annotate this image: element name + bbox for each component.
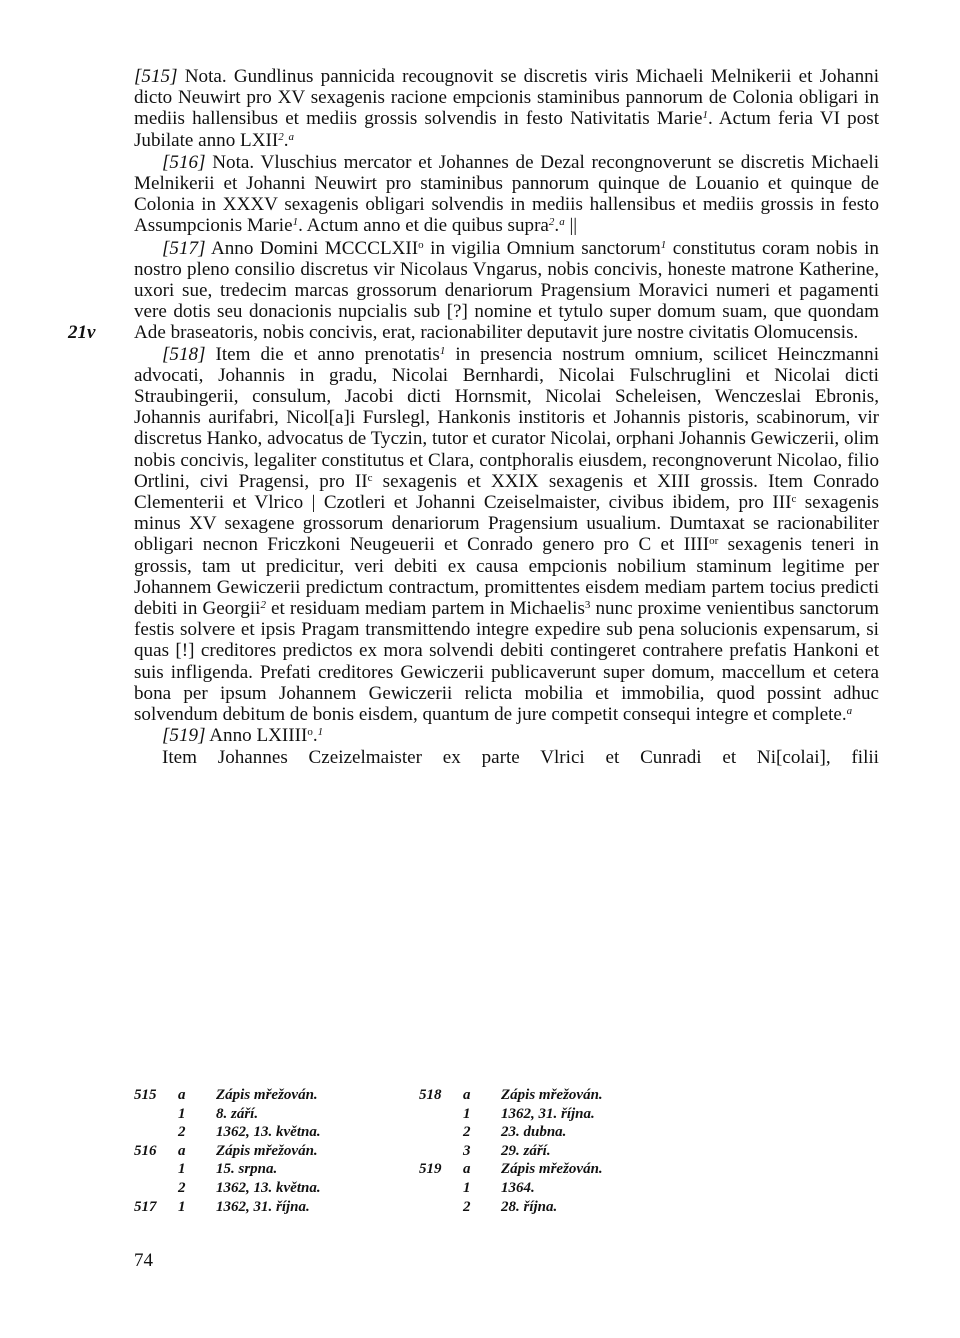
entry-517: [517] Anno Domini MCCCLXII$^o$ in vigilia Omnium sanctorum$^1$ constitutus coram nobis in nostro pleno consilio discretus vir Nicolaus Vngarus, nobis concivis, honeste matrone Katherine, uxori sue, tredecim marcas grossorum denariorum Pragensium Moravici numeri et pagamenti vere dotis seu donacionis nupcialis sub [?] nomine et tytulo super domum suam, que quondam Ade braseatoris, nobis concivis, erat, racionabiliter deputavit jure nostre civitatis Olomucensis. [134,237,879,344]
footnotes-right [419,1086,603,1216]
footnote-row: 2 28. října. [463,1198,558,1215]
footnote-row: 517 1 1362, 31. října. [134,1198,310,1215]
footnote-row: 1 15. srpna. [178,1161,278,1178]
footnote-row: 1 1362, 31. října. [463,1105,595,1122]
footnote-row: 519 a Zápis mřežován. [419,1161,603,1178]
footnote-row: 1 1364. [463,1179,535,1196]
entry-number: [515] [134,66,178,87]
footnote-row: 516 a Zápis mřežován. [134,1142,318,1159]
folio-margin-note: 21v [68,322,96,343]
entry-518: [518] Item die et anno prenotatis$^1$ in presencia nostrum omnium, scilicet Heinczmanni advocati, Johannis in gradu, Nicolai Bernhardi, Nicolai Fulschruglini et Nicolai dicti Straubingerii, consulum, Jacobi dicti Hornsmit, Nicolai Scheleisen, Wenczeslai Ebronis, Johannis aurifabri, Nicol[a]i Furslegl, Hankonis institoris et Johannis pistoris, scabinorum, vir discretus Hanko, advocatus de Tyczin, tutor et curator Nicolai, orphani Johannis Gewiczerii, olim nobis concivis, legaliter constitutus et Clara, contphoralis eiusdem, recongnoverunt Nicolao, filio Ortlini, civi Pragensi, pro $II^c$ sexagenis et XXIX sexagenis et XIII grossis. Item Conrado Clementerii et Vlrico | Czotleri et Johanni Czeiselmaister, civibus ibidem, pro III$^c$ sexagenis minus XV sexagene grossorum denariorum Pragensium usualium. Dumtaxat se racionabiliter obligari necnon Friczkoni Neugeuerii et Conrado genero pro C et $IIII^{or}$ sexagenis teneri in grossis, tam ut predicitur, veri debiti ex causa empcionis nobilium staminum legitime per Johannem Gewiczerii predictum contractum, promittentes eisdem mediam partem tocius predicti debiti in Georgii$^2$ et residuam mediam partem in Michaelis$^3$ nunc proxime venientibus sanctorum festis solvere et ipsis Pragam transmittendo integre expedire sub pena solucionis expensarum, si quas [!] creditores predictos ex mora solvendi debiti contingeret contrahere prefatis Hankoni et suis infligenda. Prefati creditores Gewiczerii publicaverunt super domum, maccellum et cetera bona per ipsum Johannem Gewiczerii relicta mobilia et immobilia, quod possint adhuc solvendum debitum de bonis eisdem, quantum de jure competit consequi integre et complete.$^a$ [134,343,880,726]
footnote-row: 2 23. dubna. [463,1124,567,1141]
footnote-row: 3 29. září. [463,1142,551,1159]
entry-515: [515] Nota. Gundlinus pannicida recougnovit se discretis viris Michaeli Melnikerii et Johanni dicto Neuwirt pro XV sexagenis racione empcionis staminibus pannorum de Colonia obligari in mediis hallensibus et mediis grossis solvendis in festo Nativitatis Marie$^1$. Actum feria VI post Jubilate anno LXII$^2$.$^a$ [134,66,879,151]
entry-number: [518] [162,343,206,365]
main-text [134,66,879,768]
footnote-row: 2 1362, 13. května. [178,1179,321,1196]
entry-number: [519] [162,725,206,747]
footnotes-left [134,1086,321,1216]
footnote-row: 515 a Zápis mřežován. [134,1087,318,1103]
entry-516: [516] Nota. Vluschius mercator et Johannes de Dezal recongnoverunt se discretis Michaeli Melnikerii et Johanni Neuwirt pro staminibus pannorum quinque de Louanio et quinque de Colonia in XXXV sexagenis obligari solvendis in mediis hallensibus et mediis grossis in festo Assumpcionis Marie$^1$. Actum anno et die quibus supra$^2$.$^a$ || [134,151,879,237]
footnote-row: 1 8. září. [178,1105,259,1122]
entry-519-continuation: Item Johannes Czeizelmaister ex parte Vlrici et Cunradi et Ni[colai], filii [162,746,879,768]
entry-number: [516] [162,151,206,173]
entry-519: [519] Anno LXIIII$^o$.$^1$ [162,725,324,747]
footnote-row: 2 1362, 13. května. [178,1124,321,1141]
entry-number: [517] [162,237,206,259]
page-number: 74 [134,1250,153,1271]
footnote-row: 518 a Zápis mřežován. [419,1087,603,1103]
